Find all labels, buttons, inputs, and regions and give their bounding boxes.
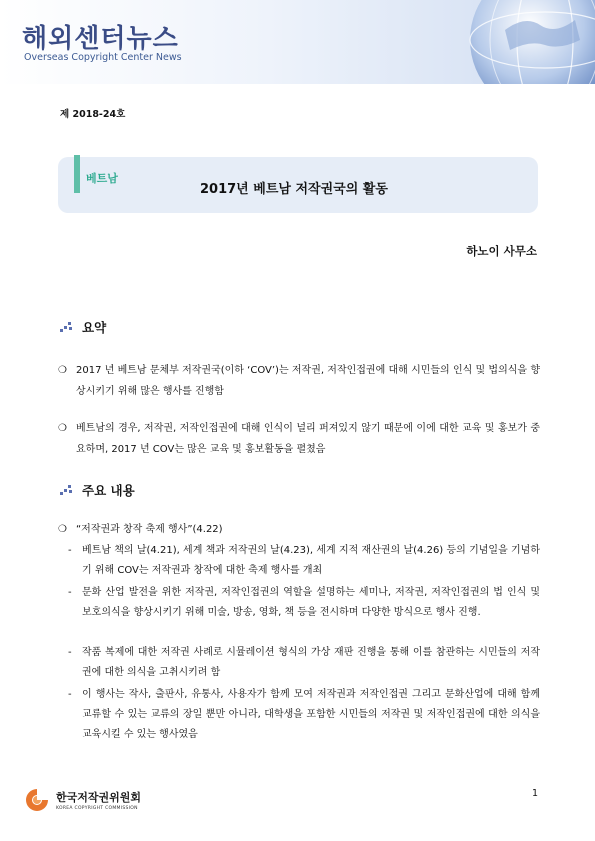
dash-item (68, 541, 540, 581)
newsletter-subtitle: Overseas Copyright Center News (24, 52, 182, 63)
copyright-commission-logo-icon (24, 787, 50, 813)
dash-glyph: - (68, 587, 72, 598)
section-dots-icon (60, 322, 74, 332)
category-label: 베트남 (86, 172, 118, 185)
globe-icon (465, 0, 595, 84)
office-name: 하노이 사무소 (466, 244, 537, 258)
org-name: 한국저작권위원회 (56, 791, 142, 804)
article-title: 2017년 베트남 저작권국의 활동 (200, 182, 388, 197)
dash-glyph: - (68, 689, 72, 700)
summary-bullet (58, 360, 540, 402)
dash-text: 작품 복제에 대한 저작권 사례로 시뮬레이션 형식의 가상 재판 진행을 통해 이를 참관하는 시민들의 저작권에 대한 의식을 고취시키려 함 (82, 647, 540, 678)
summary-bullet (58, 418, 540, 460)
section-title: 요약 (82, 320, 107, 335)
circle-bullet-icon: ❍ (58, 524, 67, 535)
page-number: 1 (532, 788, 539, 799)
dash-item (68, 685, 540, 745)
dash-glyph: - (68, 545, 72, 556)
header-banner (0, 0, 595, 84)
dash-text: 이 행사는 작사, 출판사, 유통사, 사용자가 함께 모여 저작권과 저작인접권 그리고 문화산업에 대해 함께 교류할 수 있는 교류의 장일 뿐만 아니라, 대학생을 포함한 시민들의 저작권 및 저작인접권에 대한 의식을 교육시킬 수 있는 행사였음 (82, 689, 540, 740)
org-name-en: KOREA COPYRIGHT COMMISSION (56, 806, 138, 811)
section-heading-summary (60, 318, 106, 336)
bullet-text: 베트남의 경우, 저작권, 저작인접권에 대해 인식이 널리 퍼져있지 않기 때문에 이에 대한 교육 및 홍보가 중요하며, 2017 년 COV는 많은 교육 및 홍보활동을 펼쳤음 (76, 423, 540, 455)
section-title: 주요 내용 (82, 483, 135, 498)
circle-bullet-icon: ❍ (58, 365, 67, 376)
main-bullet (58, 519, 540, 540)
dash-glyph: - (68, 647, 72, 658)
issue-number: 제 2018-24호 (60, 109, 126, 120)
bullet-text: 2017 년 베트남 문체부 저작권국(이하 ‘COV’)는 저작권, 저작인접권에 대해 시민들의 인식 및 법의식을 향상시키기 위해 많은 행사를 진행함 (76, 365, 540, 397)
org-logo (24, 787, 141, 813)
section-heading-main (60, 481, 135, 499)
title-accent-bar (74, 155, 80, 193)
newsletter-title: 해외센터뉴스 (22, 24, 179, 54)
circle-bullet-icon: ❍ (58, 423, 67, 434)
section-dots-icon (60, 485, 74, 495)
dash-item (68, 643, 540, 683)
bullet-text: “저작권과 창작 축제 행사”(4.22) (76, 524, 223, 535)
dash-text: 문화 산업 발전을 위한 저작권, 저작인접권의 역할을 설명하는 세미나, 저작권, 저작인접권의 법 인식 및 보호의식을 향상시키기 위해 미술, 방송, 영화, 책 등을 전시하며 다양한 방식으로 행사 진행. (82, 587, 540, 618)
dash-text: 베트남 책의 날(4.21), 세계 책과 저작권의 날(4.23), 세계 지적 재산권의 날(4.26) 등의 기념일을 기념하기 위해 COV는 저작권과 창작에 대한 축제 행사를 개최 (82, 545, 540, 576)
dash-item (68, 583, 540, 623)
